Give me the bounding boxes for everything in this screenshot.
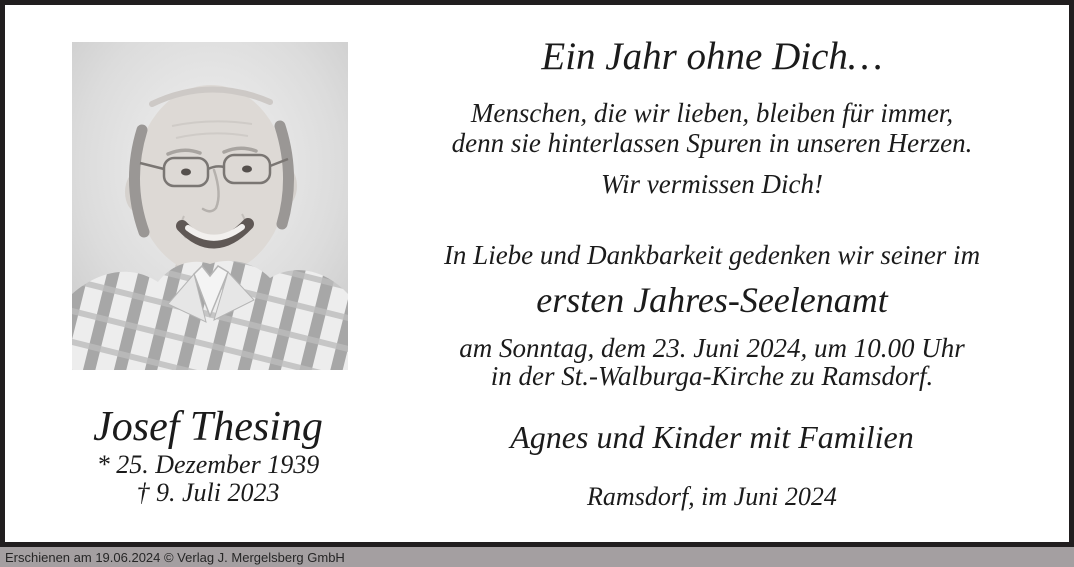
verse-line-2: denn sie hinterlassen Spuren in unseren Herzen. bbox=[451, 128, 973, 158]
verse-line-1: Menschen, die wir lieben, bleiben für immer, bbox=[470, 98, 954, 128]
portrait-photo bbox=[72, 42, 348, 370]
memorial-text-column bbox=[410, 5, 1014, 511]
place-date: Ramsdorf, im Juni 2024 bbox=[587, 482, 837, 511]
service-title: ersten Jahres-Seelenamt bbox=[536, 280, 888, 320]
death-date: † 9. Juli 2023 bbox=[136, 478, 280, 507]
service-location: in der St.-Walburga-Kirche zu Ramsdorf. bbox=[490, 361, 934, 391]
birth-date: * 25. Dezember 1939 bbox=[96, 450, 320, 479]
life-dates bbox=[5, 451, 411, 507]
imprint-text: Erschienen am 19.06.2024 © Verlag J. Mergelsberg GmbH bbox=[5, 549, 345, 565]
service-details bbox=[410, 334, 1014, 390]
family-line: Agnes und Kinder mit Familien bbox=[510, 419, 914, 455]
portrait-photo-icon bbox=[72, 42, 348, 370]
imprint-bar bbox=[0, 547, 1074, 567]
deceased-name: Josef Thesing bbox=[93, 404, 323, 450]
verse bbox=[410, 98, 1014, 158]
headline: Ein Jahr ohne Dich… bbox=[541, 35, 883, 78]
missing-line: Wir vermissen Dich! bbox=[601, 169, 823, 199]
service-date: am Sonntag, dem 23. Juni 2024, um 10.00 Uhr bbox=[459, 333, 965, 363]
invitation-intro: In Liebe und Dankbarkeit gedenken wir seiner im bbox=[443, 240, 981, 270]
